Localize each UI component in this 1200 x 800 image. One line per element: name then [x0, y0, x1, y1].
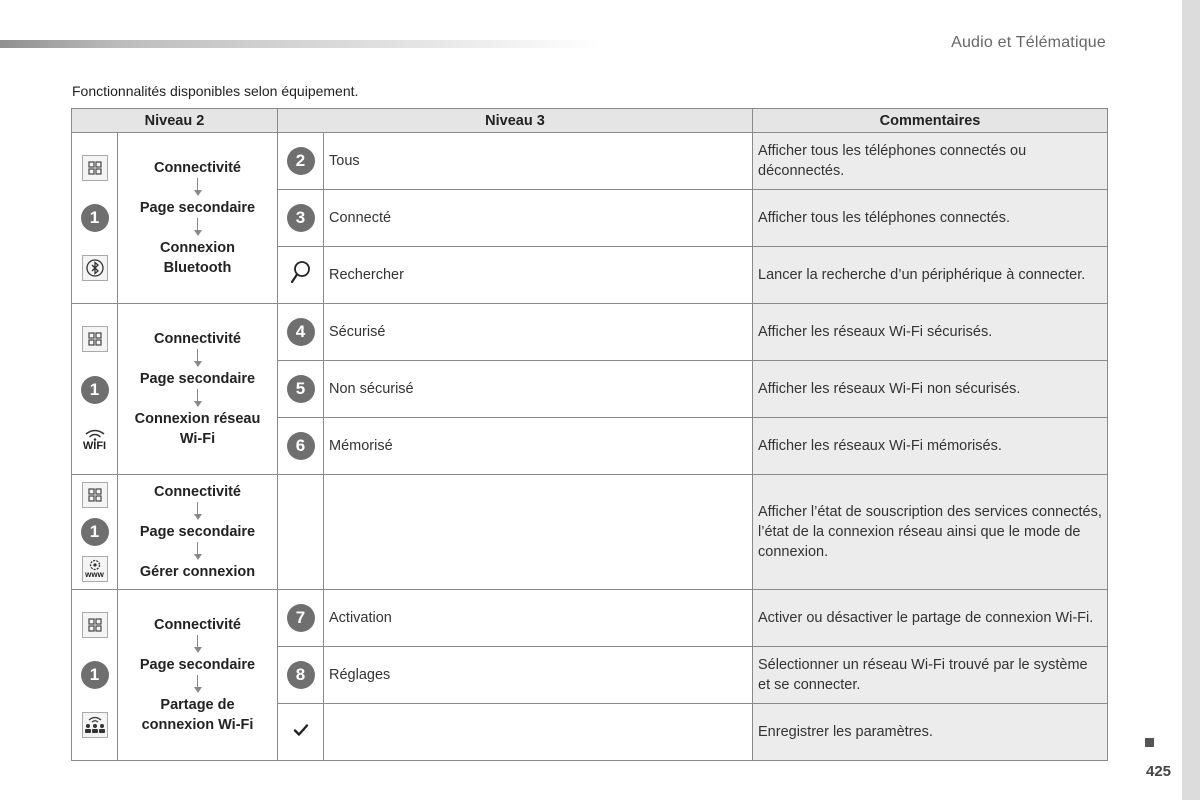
step-badge: 1 — [81, 204, 109, 232]
step-badge: 8 — [287, 661, 315, 689]
comment-cell: Activer ou désactiver le partage de connexion Wi-Fi. — [753, 590, 1108, 647]
page-number: 425 — [1146, 763, 1172, 780]
grid-icon — [82, 326, 108, 352]
chain-step: Connectivité — [153, 484, 241, 500]
level3-name: Sécurisé — [324, 304, 753, 361]
table-row — [72, 133, 1108, 190]
marker-cell — [278, 133, 324, 190]
step-badge: 6 — [287, 432, 315, 460]
level2-chain — [118, 133, 278, 304]
level3-name: Tous — [324, 133, 753, 190]
arrow-down-icon — [194, 349, 202, 369]
step-badge: 1 — [81, 661, 109, 689]
check-icon — [293, 725, 309, 741]
marker-cell — [278, 190, 324, 247]
arrow-down-icon — [194, 178, 202, 198]
chain-step: Page secondaire — [139, 200, 256, 216]
step-badge: 5 — [287, 375, 315, 403]
level3-name — [324, 704, 753, 761]
chain-step: Connexion réseau Wi-Fi — [134, 411, 261, 447]
marker-cell — [278, 304, 324, 361]
marker-cell — [278, 590, 324, 647]
icon-column — [72, 304, 118, 475]
grid-icon — [82, 612, 108, 638]
arrow-down-icon — [194, 218, 202, 238]
arrow-down-icon — [194, 502, 202, 522]
marker-cell — [278, 247, 324, 304]
icon-column — [72, 133, 118, 304]
step-badge: 1 — [81, 518, 109, 546]
chain-step: Gérer connexion — [139, 564, 256, 580]
bluetooth-icon — [82, 255, 108, 281]
comment-cell: Afficher les réseaux Wi-Fi sécurisés. — [753, 304, 1108, 361]
level2-chain — [118, 475, 278, 590]
comment-cell: Afficher tous les téléphones connectés ou déconnectés. — [753, 133, 1108, 190]
table-row — [72, 590, 1108, 647]
marker-cell — [278, 647, 324, 704]
hotspot-share-icon — [82, 712, 108, 738]
level3-name — [324, 475, 753, 590]
header-decor-bar — [0, 40, 600, 48]
comment-cell: Lancer la recherche d’un périphérique à connecter. — [753, 247, 1108, 304]
table-header-row — [72, 109, 1108, 133]
comment-cell: Enregistrer les paramètres. — [753, 704, 1108, 761]
search-icon — [289, 274, 313, 290]
chain-step: Connectivité — [153, 331, 241, 347]
level2-chain — [118, 304, 278, 475]
table-row — [72, 304, 1108, 361]
comment-cell: Afficher les réseaux Wi-Fi mémorisés. — [753, 418, 1108, 475]
chain-step: Partage de connexion Wi-Fi — [141, 697, 254, 733]
arrow-down-icon — [194, 675, 202, 695]
marker-cell — [278, 475, 324, 590]
arrow-down-icon — [194, 542, 202, 562]
chain-step: Connexion Bluetooth — [160, 240, 235, 276]
grid-icon — [82, 155, 108, 181]
features-table — [71, 108, 1108, 761]
step-badge: 7 — [287, 604, 315, 632]
grid-icon — [82, 482, 108, 508]
section-title: Audio et Télématique — [951, 34, 1106, 51]
header-niveau-3: Niveau 3 — [278, 109, 753, 133]
comment-cell: Afficher tous les téléphones connectés. — [753, 190, 1108, 247]
step-badge: 1 — [81, 376, 109, 404]
level3-name: Réglages — [324, 647, 753, 704]
comment-cell: Afficher les réseaux Wi-Fi non sécurisés. — [753, 361, 1108, 418]
header-niveau-2: Niveau 2 — [72, 109, 278, 133]
chain-step: Page secondaire — [139, 371, 256, 387]
www-settings-icon — [82, 556, 108, 582]
chain-step: Page secondaire — [139, 657, 256, 673]
arrow-down-icon — [194, 635, 202, 655]
step-badge: 4 — [287, 318, 315, 346]
arrow-down-icon — [194, 389, 202, 409]
level3-name: Activation — [324, 590, 753, 647]
www-label: www — [85, 570, 104, 579]
comment-cell: Afficher l’état de souscription des services connectés, l’état de la connexion réseau ainsi que le mode de connexion. — [753, 475, 1108, 590]
chain-step: Connectivité — [153, 617, 241, 633]
step-badge: 3 — [287, 204, 315, 232]
marker-cell — [278, 704, 324, 761]
header-commentaires: Commentaires — [753, 109, 1108, 133]
wifi-icon — [83, 429, 106, 452]
marker-cell — [278, 418, 324, 475]
comment-cell: Sélectionner un réseau Wi-Fi trouvé par le système et se connecter. — [753, 647, 1108, 704]
chain-step: Connectivité — [153, 160, 241, 176]
level3-name: Rechercher — [324, 247, 753, 304]
step-badge: 2 — [287, 147, 315, 175]
level3-name: Mémorisé — [324, 418, 753, 475]
icon-column — [72, 590, 118, 761]
intro-text: Fonctionnalités disponibles selon équipement. — [72, 83, 359, 99]
page-corner-marker — [1145, 738, 1154, 747]
marker-cell — [278, 361, 324, 418]
wifi-icon-label: WIFI — [82, 439, 107, 452]
chain-step: Page secondaire — [139, 524, 256, 540]
level3-name: Connecté — [324, 190, 753, 247]
level2-chain — [118, 590, 278, 761]
icon-column — [72, 475, 118, 590]
table-row — [72, 475, 1108, 590]
level3-name: Non sécurisé — [324, 361, 753, 418]
page-edge-tab — [1182, 0, 1200, 800]
